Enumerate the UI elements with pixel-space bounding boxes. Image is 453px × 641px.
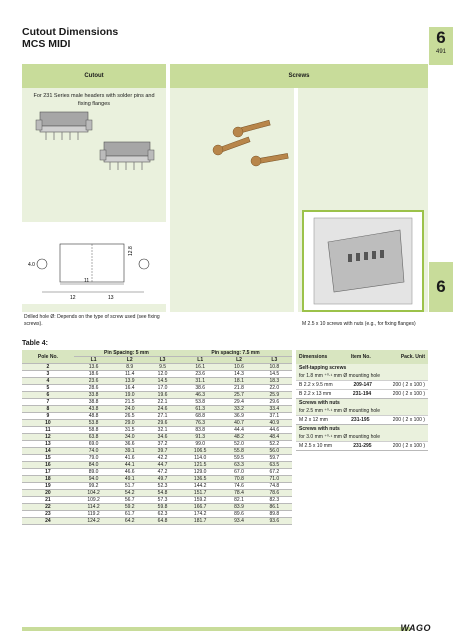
pole-number-cell: 6: [22, 392, 74, 399]
dimension-cell: 56.7: [113, 497, 146, 504]
dimension-cell: 28.6: [74, 385, 113, 392]
dimension-cell: 59.2: [113, 504, 146, 511]
screw-group-title: Screws with nuts: [299, 400, 340, 406]
table-row: [22, 420, 292, 427]
table-row: [22, 497, 292, 504]
dimension-cell: 114.0: [179, 455, 221, 462]
dimension-cell: 16.1: [179, 364, 221, 371]
dimension-cell: 33.8: [74, 392, 113, 399]
screw-item: 231-195: [351, 417, 370, 423]
dimension-cell: 25.9: [257, 392, 292, 399]
dimension-cell: 18.6: [74, 371, 113, 378]
dimension-cell: 84.0: [74, 462, 113, 469]
pole-number-cell: 16: [22, 462, 74, 469]
dimension-cell: 11.4: [113, 371, 146, 378]
dimension-cell: 93.4: [221, 518, 256, 525]
dimension-cell: 22.0: [257, 385, 292, 392]
screws-caption: M 2.5 x 10 screws with nuts (e.g., for fixing flanges): [302, 321, 416, 327]
screw-item: 231-295: [353, 443, 372, 449]
screw-dim: M 2 x 12 mm: [299, 417, 328, 423]
dimension-cell: 21.5: [113, 399, 146, 406]
col-l1-b: L1: [179, 357, 221, 364]
screws-image: [170, 94, 300, 204]
dimension-cell: 16.4: [113, 385, 146, 392]
dimension-cell: 55.8: [221, 448, 256, 455]
dimension-cell: 68.8: [179, 413, 221, 420]
page-title: [22, 26, 118, 50]
dimension-cell: 23.6: [179, 371, 221, 378]
dim-13-label: 13: [108, 295, 114, 301]
dimension-cell: 21.8: [221, 385, 256, 392]
pole-number-cell: 12: [22, 434, 74, 441]
dimension-cell: 89.6: [221, 511, 256, 518]
dimension-cell: 91.3: [179, 434, 221, 441]
dimension-cell: 83.8: [179, 427, 221, 434]
table-row: [22, 434, 292, 441]
cutout-caption: Drilled hole Ø: Depends on the type of screw used (see fixing screws).: [24, 314, 160, 327]
table-row: [22, 385, 292, 392]
table-row: [22, 406, 292, 413]
dimension-cell: 10.8: [257, 364, 292, 371]
dimension-cell: 40.9: [257, 420, 292, 427]
dimension-cell: 44.1: [113, 462, 146, 469]
col-spacing-75: Pin spacing: 7.5 mm: [179, 350, 292, 357]
cutout-description: For 231 Series male headers with solder pins and fixing flanges: [33, 93, 155, 107]
dimension-cell: 129.0: [179, 469, 221, 476]
pole-number-cell: 10: [22, 420, 74, 427]
dimension-cell: 29.0: [113, 420, 146, 427]
dimension-cell: 99.0: [179, 441, 221, 448]
dimension-cell: 31.1: [179, 378, 221, 385]
dimension-cell: 48.2: [221, 434, 256, 441]
dimension-cell: 29.4: [221, 399, 256, 406]
dimension-cell: 76.3: [179, 420, 221, 427]
pole-number-cell: 11: [22, 427, 74, 434]
screw-row: [296, 415, 428, 424]
screw-group-desc: for 3.0 mm ⁺⁰·¹ mm Ø mounting hole: [299, 434, 381, 440]
chapter-number: 6: [436, 28, 446, 47]
dimension-cell: 14.5: [257, 371, 292, 378]
screw-group-desc: for 2.5 mm ⁺⁰·¹ mm Ø mounting hole: [299, 408, 381, 414]
screw-row: [296, 380, 428, 389]
screw-dim: B 2.2 x 9.5 mm: [299, 382, 333, 388]
screw-row: [296, 389, 428, 398]
cutout-drawing: [22, 222, 166, 304]
dimension-cell: 47.2: [146, 469, 179, 476]
dimension-cell: 74.8: [257, 483, 292, 490]
col-pack-unit: Pack. Unit: [400, 354, 425, 360]
dimension-cell: 53.8: [179, 399, 221, 406]
screw-pack: 200 ( 2 x 100 ): [392, 391, 425, 397]
dimension-cell: 53.8: [74, 420, 113, 427]
dimension-cell: 119.2: [74, 511, 113, 518]
screws-heading: Screws: [170, 64, 428, 88]
dimension-cell: 63.5: [257, 462, 292, 469]
dimension-cell: 79.0: [74, 455, 113, 462]
dimension-cell: 51.7: [113, 483, 146, 490]
col-l2-b: L2: [221, 357, 256, 364]
dimension-cell: 38.8: [74, 399, 113, 406]
dimension-cell: 61.7: [113, 511, 146, 518]
dimension-cell: 52.3: [146, 483, 179, 490]
col-item-no: Item No.: [351, 354, 371, 360]
dimension-cell: 29.6: [257, 399, 292, 406]
dimension-cell: 174.2: [179, 511, 221, 518]
table-title: Table 4:: [22, 340, 48, 347]
dimension-cell: 56.0: [257, 448, 292, 455]
screw-row: [296, 441, 428, 450]
table-row: [22, 378, 292, 385]
screw-item: 209-147: [353, 382, 372, 388]
dimension-cell: 144.2: [179, 483, 221, 490]
pole-number-cell: 23: [22, 511, 74, 518]
dimension-cell: 59.8: [146, 504, 179, 511]
dimension-cell: 19.6: [146, 392, 179, 399]
dimension-cell: 48.8: [74, 413, 113, 420]
dimension-cell: 37.1: [257, 413, 292, 420]
dimension-cell: 64.2: [113, 518, 146, 525]
dimension-cell: 181.7: [179, 518, 221, 525]
dimension-cell: 64.8: [146, 518, 179, 525]
dimension-cell: 49.1: [113, 476, 146, 483]
dimension-cell: 69.0: [74, 441, 113, 448]
col-l3: L3: [146, 357, 179, 364]
dim-12-label: 12: [70, 295, 76, 301]
table-row: [22, 364, 292, 371]
chapter-tab-mid: [429, 262, 453, 312]
wago-logo: WAGO: [400, 623, 431, 633]
screw-dim: M 2.5 x 10 mm: [299, 443, 333, 449]
dimension-cell: 36.6: [113, 441, 146, 448]
pole-number-cell: 5: [22, 385, 74, 392]
screw-pack: 200 ( 2 x 100 ): [392, 443, 425, 449]
table-row: [22, 490, 292, 497]
pole-number-cell: 8: [22, 406, 74, 413]
mounted-connector-image: [302, 210, 424, 312]
screw-group: [296, 364, 428, 399]
dimension-cell: 57.3: [146, 497, 179, 504]
dim-4-label: 4.0: [28, 262, 35, 268]
table-row: [22, 455, 292, 462]
page-number: 491: [435, 49, 446, 55]
dimension-cell: 42.2: [146, 455, 179, 462]
pin-spacing-table: [22, 350, 292, 525]
dimension-cell: 74.0: [74, 448, 113, 455]
pole-number-cell: 18: [22, 476, 74, 483]
dimension-cell: 12.0: [146, 371, 179, 378]
dimension-cell: 121.5: [179, 462, 221, 469]
dimension-cell: 38.6: [179, 385, 221, 392]
dimension-cell: 159.2: [179, 497, 221, 504]
dimension-cell: 70.8: [221, 476, 256, 483]
dimension-cell: 39.7: [146, 448, 179, 455]
dimension-cell: 63.8: [74, 434, 113, 441]
col-pole-no: Pole No.: [22, 350, 74, 364]
dimension-cell: 13.9: [113, 378, 146, 385]
dimension-cell: 93.6: [257, 518, 292, 525]
dimension-cell: 33.2: [221, 406, 256, 413]
col-dimensions: Dimensions: [299, 354, 328, 360]
dimension-cell: 166.7: [179, 504, 221, 511]
dimension-cell: 59.5: [221, 455, 256, 462]
dimension-cell: 82.1: [221, 497, 256, 504]
dimension-cell: 99.2: [74, 483, 113, 490]
dimension-cell: 41.6: [113, 455, 146, 462]
dim-11-label: 11: [84, 278, 90, 284]
dimension-cell: 52.2: [257, 441, 292, 448]
dimension-cell: 89.0: [74, 469, 113, 476]
dimension-cell: 78.6: [257, 490, 292, 497]
pole-number-cell: 24: [22, 518, 74, 525]
table-row: [22, 504, 292, 511]
dimension-cell: 10.6: [221, 364, 256, 371]
cutout-panel: [22, 64, 166, 327]
dimension-cell: 33.4: [257, 406, 292, 413]
table-row: [22, 427, 292, 434]
pole-number-cell: 22: [22, 504, 74, 511]
screw-pack: 200 ( 2 x 100 ): [392, 382, 425, 388]
dimension-cell: 109.2: [74, 497, 113, 504]
dimension-cell: 44.6: [257, 427, 292, 434]
screws-table: [296, 350, 428, 451]
dimension-cell: 94.0: [74, 476, 113, 483]
table-row: [22, 413, 292, 420]
screw-group-desc: for 1.8 mm ⁺⁰·¹ mm Ø mounting hole: [299, 373, 381, 379]
dimension-cell: 37.2: [146, 441, 179, 448]
chapter-tab: [429, 27, 453, 65]
dimension-cell: 27.1: [146, 413, 179, 420]
dimension-cell: 31.5: [113, 427, 146, 434]
dimension-cell: 22.1: [146, 399, 179, 406]
dimension-cell: 106.5: [179, 448, 221, 455]
pole-number-cell: 2: [22, 364, 74, 371]
dimension-cell: 24.6: [146, 406, 179, 413]
dimension-cell: 25.7: [221, 392, 256, 399]
dimension-cell: 40.7: [221, 420, 256, 427]
pole-number-cell: 4: [22, 378, 74, 385]
dimension-cell: 29.6: [146, 420, 179, 427]
screw-group: [296, 399, 428, 425]
dimension-cell: 52.0: [221, 441, 256, 448]
footer-bar: [22, 627, 410, 631]
dimension-cell: 44.7: [146, 462, 179, 469]
dimension-cell: 46.6: [113, 469, 146, 476]
dimension-cell: 49.7: [146, 476, 179, 483]
dimension-cell: 71.0: [257, 476, 292, 483]
dimension-cell: 74.6: [221, 483, 256, 490]
screw-pack: 200 ( 2 x 100 ): [392, 417, 425, 423]
table-row: [22, 476, 292, 483]
col-l2: L2: [113, 357, 146, 364]
dimension-cell: 78.4: [221, 490, 256, 497]
dimension-cell: 67.0: [221, 469, 256, 476]
screw-dim: B 2.2 x 13 mm: [299, 391, 332, 397]
dimension-cell: 18.3: [257, 378, 292, 385]
dimension-cell: 24.0: [113, 406, 146, 413]
dimension-cell: 61.3: [179, 406, 221, 413]
dimension-cell: 39.1: [113, 448, 146, 455]
screw-item: 231-194: [352, 391, 372, 397]
dimension-cell: 34.0: [113, 434, 146, 441]
dimension-cell: 43.8: [74, 406, 113, 413]
pole-number-cell: 13: [22, 441, 74, 448]
dimension-cell: 8.9: [113, 364, 146, 371]
dimension-cell: 32.1: [146, 427, 179, 434]
dimension-cell: 136.5: [179, 476, 221, 483]
dimension-cell: 36.9: [221, 413, 256, 420]
pole-number-cell: 21: [22, 497, 74, 504]
screw-group-title: Self-tapping screws: [299, 365, 347, 371]
table-row: [22, 371, 292, 378]
dimension-cell: 86.1: [257, 504, 292, 511]
dimension-cell: 46.3: [179, 392, 221, 399]
dimension-cell: 19.0: [113, 392, 146, 399]
dimension-cell: 82.3: [257, 497, 292, 504]
screws-table-header: [296, 350, 428, 364]
dimension-cell: 62.3: [146, 511, 179, 518]
pole-number-cell: 3: [22, 371, 74, 378]
screw-group-title: Screws with nuts: [299, 426, 340, 432]
dimension-cell: 13.6: [74, 364, 113, 371]
pole-number-cell: 19: [22, 483, 74, 490]
screws-panel: [288, 64, 428, 327]
table-row: [22, 469, 292, 476]
dimension-cell: 58.8: [74, 427, 113, 434]
dimension-cell: 17.0: [146, 385, 179, 392]
screw-group: [296, 425, 428, 451]
dimension-cell: 59.7: [257, 455, 292, 462]
cutout-heading: Cutout: [22, 64, 166, 88]
dimension-cell: 18.1: [221, 378, 256, 385]
col-l1: L1: [74, 357, 113, 364]
table-row: [22, 462, 292, 469]
dimension-cell: 124.2: [74, 518, 113, 525]
dimension-cell: 34.6: [146, 434, 179, 441]
col-spacing-5: Pin Spacing: 5 mm: [74, 350, 179, 357]
pole-number-cell: 9: [22, 413, 74, 420]
dimension-cell: 44.4: [221, 427, 256, 434]
dimension-cell: 104.2: [74, 490, 113, 497]
dim-128-label: 12.8: [128, 246, 134, 256]
dimension-cell: 89.8: [257, 511, 292, 518]
pole-number-cell: 15: [22, 455, 74, 462]
table-row: [22, 399, 292, 406]
title-line-2: MCS MIDI: [22, 38, 71, 50]
dimension-cell: 151.7: [179, 490, 221, 497]
table-row: [22, 392, 292, 399]
pole-number-cell: 7: [22, 399, 74, 406]
dimension-cell: 114.2: [74, 504, 113, 511]
dimension-cell: 14.5: [146, 378, 179, 385]
dimension-cell: 9.5: [146, 364, 179, 371]
dimension-cell: 67.2: [257, 469, 292, 476]
chapter-number-mid: 6: [436, 277, 446, 296]
table-row: [22, 518, 292, 525]
header-connectors-image: [22, 106, 166, 186]
table-row: [22, 441, 292, 448]
dimension-cell: 54.2: [113, 490, 146, 497]
dimension-cell: 26.5: [113, 413, 146, 420]
table-row: [22, 448, 292, 455]
col-l3-b: L3: [257, 357, 292, 364]
dimension-cell: 83.9: [221, 504, 256, 511]
title-line-1: Cutout Dimensions: [22, 26, 119, 38]
dimension-cell: 23.6: [74, 378, 113, 385]
table-row: [22, 511, 292, 518]
pole-number-cell: 20: [22, 490, 74, 497]
pole-number-cell: 14: [22, 448, 74, 455]
dimension-cell: 14.3: [221, 371, 256, 378]
pole-number-cell: 17: [22, 469, 74, 476]
dimension-cell: 48.4: [257, 434, 292, 441]
dimension-cell: 63.3: [221, 462, 256, 469]
table-row: [22, 483, 292, 490]
dimension-cell: 54.8: [146, 490, 179, 497]
